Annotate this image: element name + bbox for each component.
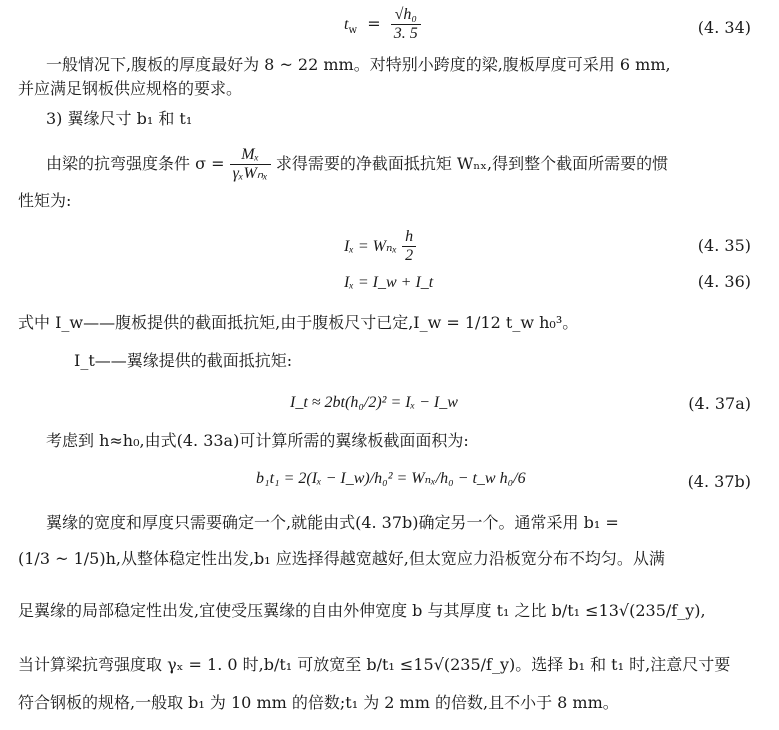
equation-4-36: Iₓ = I_w + I_t: [344, 274, 434, 291]
section-heading: 3) 翼缘尺寸 b₁ 和 t₁: [46, 109, 193, 128]
paragraph-line: 性矩为:: [18, 191, 72, 210]
equation-4-37b: b₁t₁ = 2(Iₓ − I_w)/h₀² = Wₙₓ/h₀ − t_w h₀/6: [256, 470, 526, 487]
paragraph-line: 由梁的抗弯强度条件 σ = $\frac{\text{Mₓ}}{\text{γₓWₙₓ}}$ 求得需要的净截面抵抗矩 Wₙₓ,得到整个截面所需要的惯: [46, 146, 669, 182]
equation-4-37a: I_t ≈ 2bt(h₀/2)² = Iₓ − I_w: [290, 394, 458, 411]
paragraph-line: 当计算梁抗弯强度取 γₓ = 1. 0 时,b/t₁ 可放宽至 b/t₁ ≤15√(235/f_y)。选择 b₁ 和 t₁ 时,注意尺寸要: [18, 655, 731, 674]
paragraph-line: 符合钢板的规格,一般取 b₁ 为 10 mm 的倍数;t₁ 为 2 mm 的倍数,且不小于 8 mm。: [18, 693, 619, 712]
equation-number: (4. 34): [697, 18, 751, 37]
where-line: 式中 I_w——腹板提供的截面抵抗矩,由于腹板尺寸已定,I_w = 1/12 t_w h₀³。: [18, 313, 579, 332]
equation-4-34: $t_w$ = $\frac{\text{√h₀}}{3. 5}$: [344, 6, 421, 43]
equation-number: (4. 37a): [688, 394, 751, 413]
fraction: $\frac{\text{√h₀}}{3. 5}$: [391, 6, 421, 43]
paragraph-line: 并应满足钢板供应规格的要求。: [18, 79, 243, 98]
fraction: $\frac{h}{2}$: [402, 228, 416, 265]
paragraph-line: 一般情况下,腹板的厚度最好为 8 ~ 22 mm。对特别小跨度的梁,腹板厚度可采用 6 mm,: [46, 55, 671, 74]
where-line: I_t——翼缘提供的截面抵抗矩:: [74, 351, 293, 370]
fraction: $\frac{\text{Mₓ}}{\text{γₓWₙₓ}}$: [230, 146, 271, 183]
equation-number: (4. 36): [697, 272, 751, 291]
paragraph-line: 足翼缘的局部稳定性出发,宜使受压翼缘的自由外伸宽度 b 与其厚度 t₁ 之比 b/t₁ ≤13√(235/f_y),: [18, 601, 706, 620]
equation-number: (4. 37b): [687, 472, 751, 491]
paragraph-line: 翼缘的宽度和厚度只需要确定一个,就能由式(4. 37b)确定另一个。通常采用 b₁ =: [46, 513, 619, 532]
equation-number: (4. 35): [697, 236, 751, 255]
paragraph-line: (1/3 ~ 1/5)h,从整体稳定性出发,b₁ 应选择得越宽越好,但太宽应力沿板宽分布不均匀。从满: [18, 549, 665, 568]
paragraph-line: 考虑到 h≈h₀,由式(4. 33a)可计算所需的翼缘板截面面积为:: [46, 431, 469, 450]
equation-4-35: Iₓ = Wₙₓ $\frac{h}{2}$: [344, 228, 416, 265]
